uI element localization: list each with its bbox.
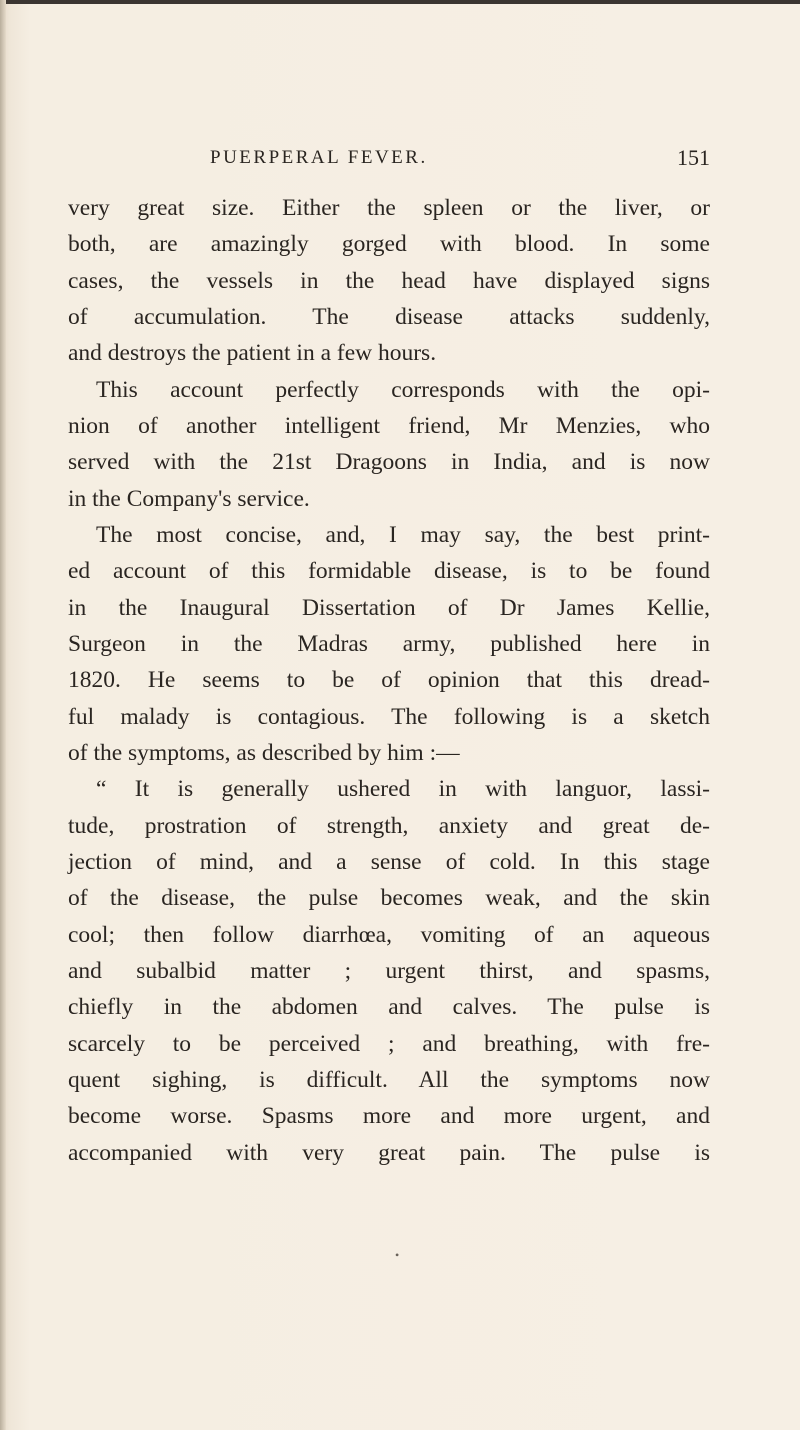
text-line: very great size. Either the spleen or the liver, or [68,195,710,221]
running-head: PUERPERAL FEVER. [210,147,428,168]
text-line: “ It is generally ushered in with languor, lassi- [96,776,710,803]
text-line: jection of mind, and a sense of cold. In this stage [68,848,710,875]
text-line: of the symptoms, as described by him :— [68,739,460,766]
text-line: chiefly in the abdomen and calves. The pulse is [68,994,710,1021]
signature-mark: • [395,1248,400,1262]
page-number: 151 [677,145,710,170]
text-line: cases, the vessels in the head have displayed signs [68,267,710,294]
text-line: in the Company's service. [68,485,310,512]
text-line: tude, prostration of strength, anxiety and great de- [68,812,710,839]
text-line: of accumulation. The disease attacks suddenly, [68,303,710,330]
text-line: both, are amazingly gorged with blood. In some [68,231,710,258]
text-line: The most concise, and, I may say, the best print- [96,521,710,548]
text-line: and destroys the patient in a few hours. [68,340,437,367]
text-line: become worse. Spasms more and more urgent, and [68,1103,710,1130]
text-line: ful malady is contagious. The following is a sketch [68,703,710,730]
text-line: This account perfectly corresponds with the opi- [96,376,710,403]
text-line: in the Inaugural Dissertation of Dr James Kellie, [68,594,710,621]
text-line: 1820. He seems to be of opinion that this dread- [68,667,710,694]
text-line: accompanied with very great pain. The pulse is [68,1139,710,1166]
text-line: quent sighing, is difficult. All the symptoms now [68,1066,710,1093]
text-line: nion of another intelligent friend, Mr Menzies, who [68,412,710,439]
text-line: scarcely to be perceived ; and breathing, with fre- [68,1030,710,1057]
text-line: served with the 21st Dragoons in India, and is now [68,449,710,476]
text-line: Surgeon in the Madras army, published here in [68,630,710,657]
text-line: and subalbid matter ; urgent thirst, and spasms, [68,957,710,984]
page-gutter-shadow [0,0,6,1430]
page-header [68,143,710,173]
text-line: ed account of this formidable disease, is to be found [68,558,710,585]
page-top-edge [0,0,800,4]
text-line: cool; then follow diarrhœa, vomiting of an aqueous [68,921,710,948]
body-text [68,190,710,1171]
text-line: of the disease, the pulse becomes weak, and the skin [68,885,710,912]
